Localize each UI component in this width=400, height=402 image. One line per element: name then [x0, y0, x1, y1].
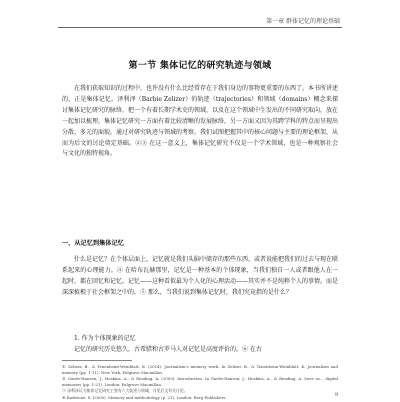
body-paragraph-3: 记忆的研究历史悠久，古希腊和古罗马人对记忆是高度评价的。⑥ 在古: [74, 346, 262, 353]
body-paragraph-2: 什么是记忆？在个体层面上，记忆就是我们头脑中储存的那些东西，或者说能把我们的过去与现在联系起来的心理能力。④ 在哈布瓦赫那里，记忆是一种基本的个体现象，当我们独自一人或者跟他人在一起时，都在回忆和记忆。记忆——这种看似最为个人化的心理活动——其实并不是纯粹个人的事情，而是深深植根于社会框架之中的。⑤ 那么，当我们说到集体记忆时，我们究竟指的是什么？: [62, 256, 339, 296]
body-paragraph-1: 在我们获取知识的过程中，也许没有什么比经常存在于我们身边的事物更重要的东西了。本书所讲述的，正是集体记忆。泽利泽（Barbie Zelizer）的轨迹（trajectories）和领域（domains）概念来探讨集体记忆研究的脉络，把一个有着长期学术史的领域，以及在这个领域中生发出的不同研究取向，放在一起加以梳理。集体记忆研究一方面有着比较清晰的发展脉络，另一方面又因为其跨学科的特点而呈现出分散、多元的面貌。通过对研究轨迹与领域的考察，我们试图把握其中的核心问题与主要的理论框架，从而为后文的讨论奠定基础。②③ 在这一意义上，集体记忆研究不仅是一个学术领域，也是一种观察社会与文化的独特视角。: [62, 85, 339, 158]
subheading-memory-as-individual-phenomenon: 1. 作为个体现象的记忆: [74, 335, 136, 342]
section-title: 第一节 集体记忆的研究轨迹与领域: [128, 61, 272, 71]
subheading-from-memory-to-collective-memory: 一、从记忆到集体记忆: [62, 240, 124, 247]
footnote-3: ③ 泽利泽认为集体记忆研究主要有六大轨迹与领域，详见后文有关讨论。: [62, 388, 188, 394]
running-header: 第一章 群体记忆的理论基础: [266, 18, 340, 25]
header-rule: [58, 27, 342, 28]
footnotes: [62, 364, 338, 402]
footnote-4: ④ Radstone, S. (2000). Memory and methodology (p. 21). London: Berg Publishers.: [62, 394, 227, 400]
footnote-2: ② Garde-Hansen, J., Hoskins, A., & Reading, A. (2009). Introduction. In Garde-Hansen, J., Hoskins, A., & Reading, A. Save as... digital memories (pp. 1-21). London: Palgrave Macmillan.: [62, 376, 338, 387]
footnote-1: ① Zelizer, B., & Tenenboim-Weinblatt, K. (2014). Journalism's memory work. In Zelizer, B., & Tenenboim-Weinblatt, K. Journalism and memory (pp. 1-11). New York, Palgrave Macmillan.: [62, 364, 338, 375]
page-number: 9: [334, 392, 338, 398]
footnote-rule: [62, 360, 132, 361]
